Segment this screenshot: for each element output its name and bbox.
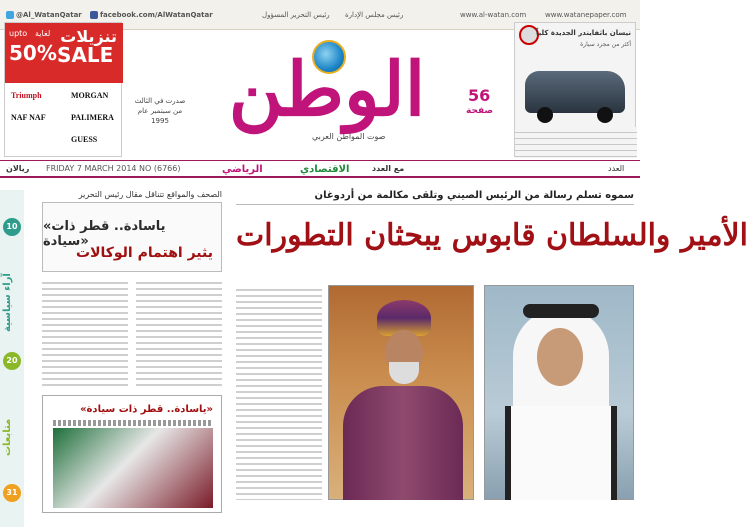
brand-guess: GUESS [71,135,98,144]
published-date: صدرت في الثالث من سبتمبر عام 1995 [134,97,186,125]
car-ad-caption: أكثر من مجرد سيارة [580,41,631,48]
editor-title-box[interactable] [42,202,222,272]
flags-image [53,428,213,508]
twitter-icon [6,11,14,19]
brand-nafnaf: NAF NAF [11,113,46,122]
nav-page-20[interactable]: 20 [3,352,21,370]
section-nav [0,190,24,527]
sale-heading: تنزيلات [60,27,117,46]
divider [236,204,634,205]
sale-upto-ar: لغاية [35,29,51,38]
tagline: صوت المواطن العربي [312,132,386,141]
car-wheel-rear [597,107,613,123]
emir-photo[interactable] [484,285,634,500]
car-image [525,71,625,113]
editor-column [42,190,222,527]
issue-date: FRIDAY 7 MARCH 2014 NO (6766) [46,164,181,173]
masthead [192,40,462,150]
founder-label: رئيس التحرير المسؤول [262,11,330,19]
issue-label: العدد [608,164,625,173]
editor-section-head: الصحف والمواقع تتناقل مقال رئيس التحرير [78,190,222,199]
car-wheel-front [537,107,553,123]
facebook-link[interactable]: facebook.com/AlWatanQatar [90,11,213,19]
sultan-photo[interactable] [328,285,474,500]
agal [523,304,599,318]
editor-title-line2: يثير اهتمام الوكالات [76,245,213,261]
price: ريالان [6,164,30,173]
twitter-handle[interactable]: @Al_WatanQatar [6,11,82,19]
section-economy[interactable]: الاقتصادي [300,164,350,175]
editor-article-image[interactable] [42,395,222,513]
sale-advert[interactable] [4,22,122,157]
epaper-link[interactable]: www.watanepaper.com [545,11,627,19]
sale-upto: upto [9,29,28,38]
main-headline[interactable]: الأمير والسلطان قابوس يبحثان التطورات [236,218,748,253]
pages-count: 56 [468,86,491,105]
beard [389,362,419,384]
face [537,328,583,386]
main-article-text [236,285,322,500]
main-subheadline[interactable]: سموه تسلم رسالة من الرئيس الصيني وتلقى مكالمة من أردوغان [314,190,634,201]
nav-label-followups[interactable]: متابعات [2,418,13,456]
section-sports[interactable]: الرياضي [222,164,263,175]
nav-label-opinions[interactable]: آراء سياسية [2,273,13,332]
editor-image-caption [53,420,213,426]
editor-title-line1: «ياسادة.. قطر ذات سيادة» [43,219,166,249]
sale-word: SALE [57,43,114,67]
robe [343,386,463,500]
site-link[interactable]: www.al-watan.com [460,11,527,19]
editor-image-title: «ياسادة.. قطر ذات سيادة» [80,404,213,415]
editor-text-col-left [42,278,128,390]
category-bar [0,160,640,178]
newspaper-logo: الوطن [228,47,426,133]
editor-text-col-right [136,278,222,390]
board-label: رئيس مجلس الإدارة [345,11,404,19]
car-ad-heading: نيسان باثفايندر الجديدة كلياً [536,29,631,37]
thobe [505,406,617,500]
sale-banner [5,23,123,83]
brand-palimera: PALIMERA [71,113,114,122]
nav-page-10[interactable]: 10 [3,218,21,236]
brand-morgan: MORGAN [71,91,109,100]
with-issue-label: مع العدد [372,164,405,173]
brand-triumph: Triumph [11,91,42,100]
sale-percent: 50% [9,41,57,65]
nav-page-31[interactable]: 31 [3,484,21,502]
car-ad-fineprint [515,127,637,158]
pages-label: صفحة [466,106,494,116]
car-advert[interactable] [514,22,636,157]
facebook-icon [90,11,98,19]
